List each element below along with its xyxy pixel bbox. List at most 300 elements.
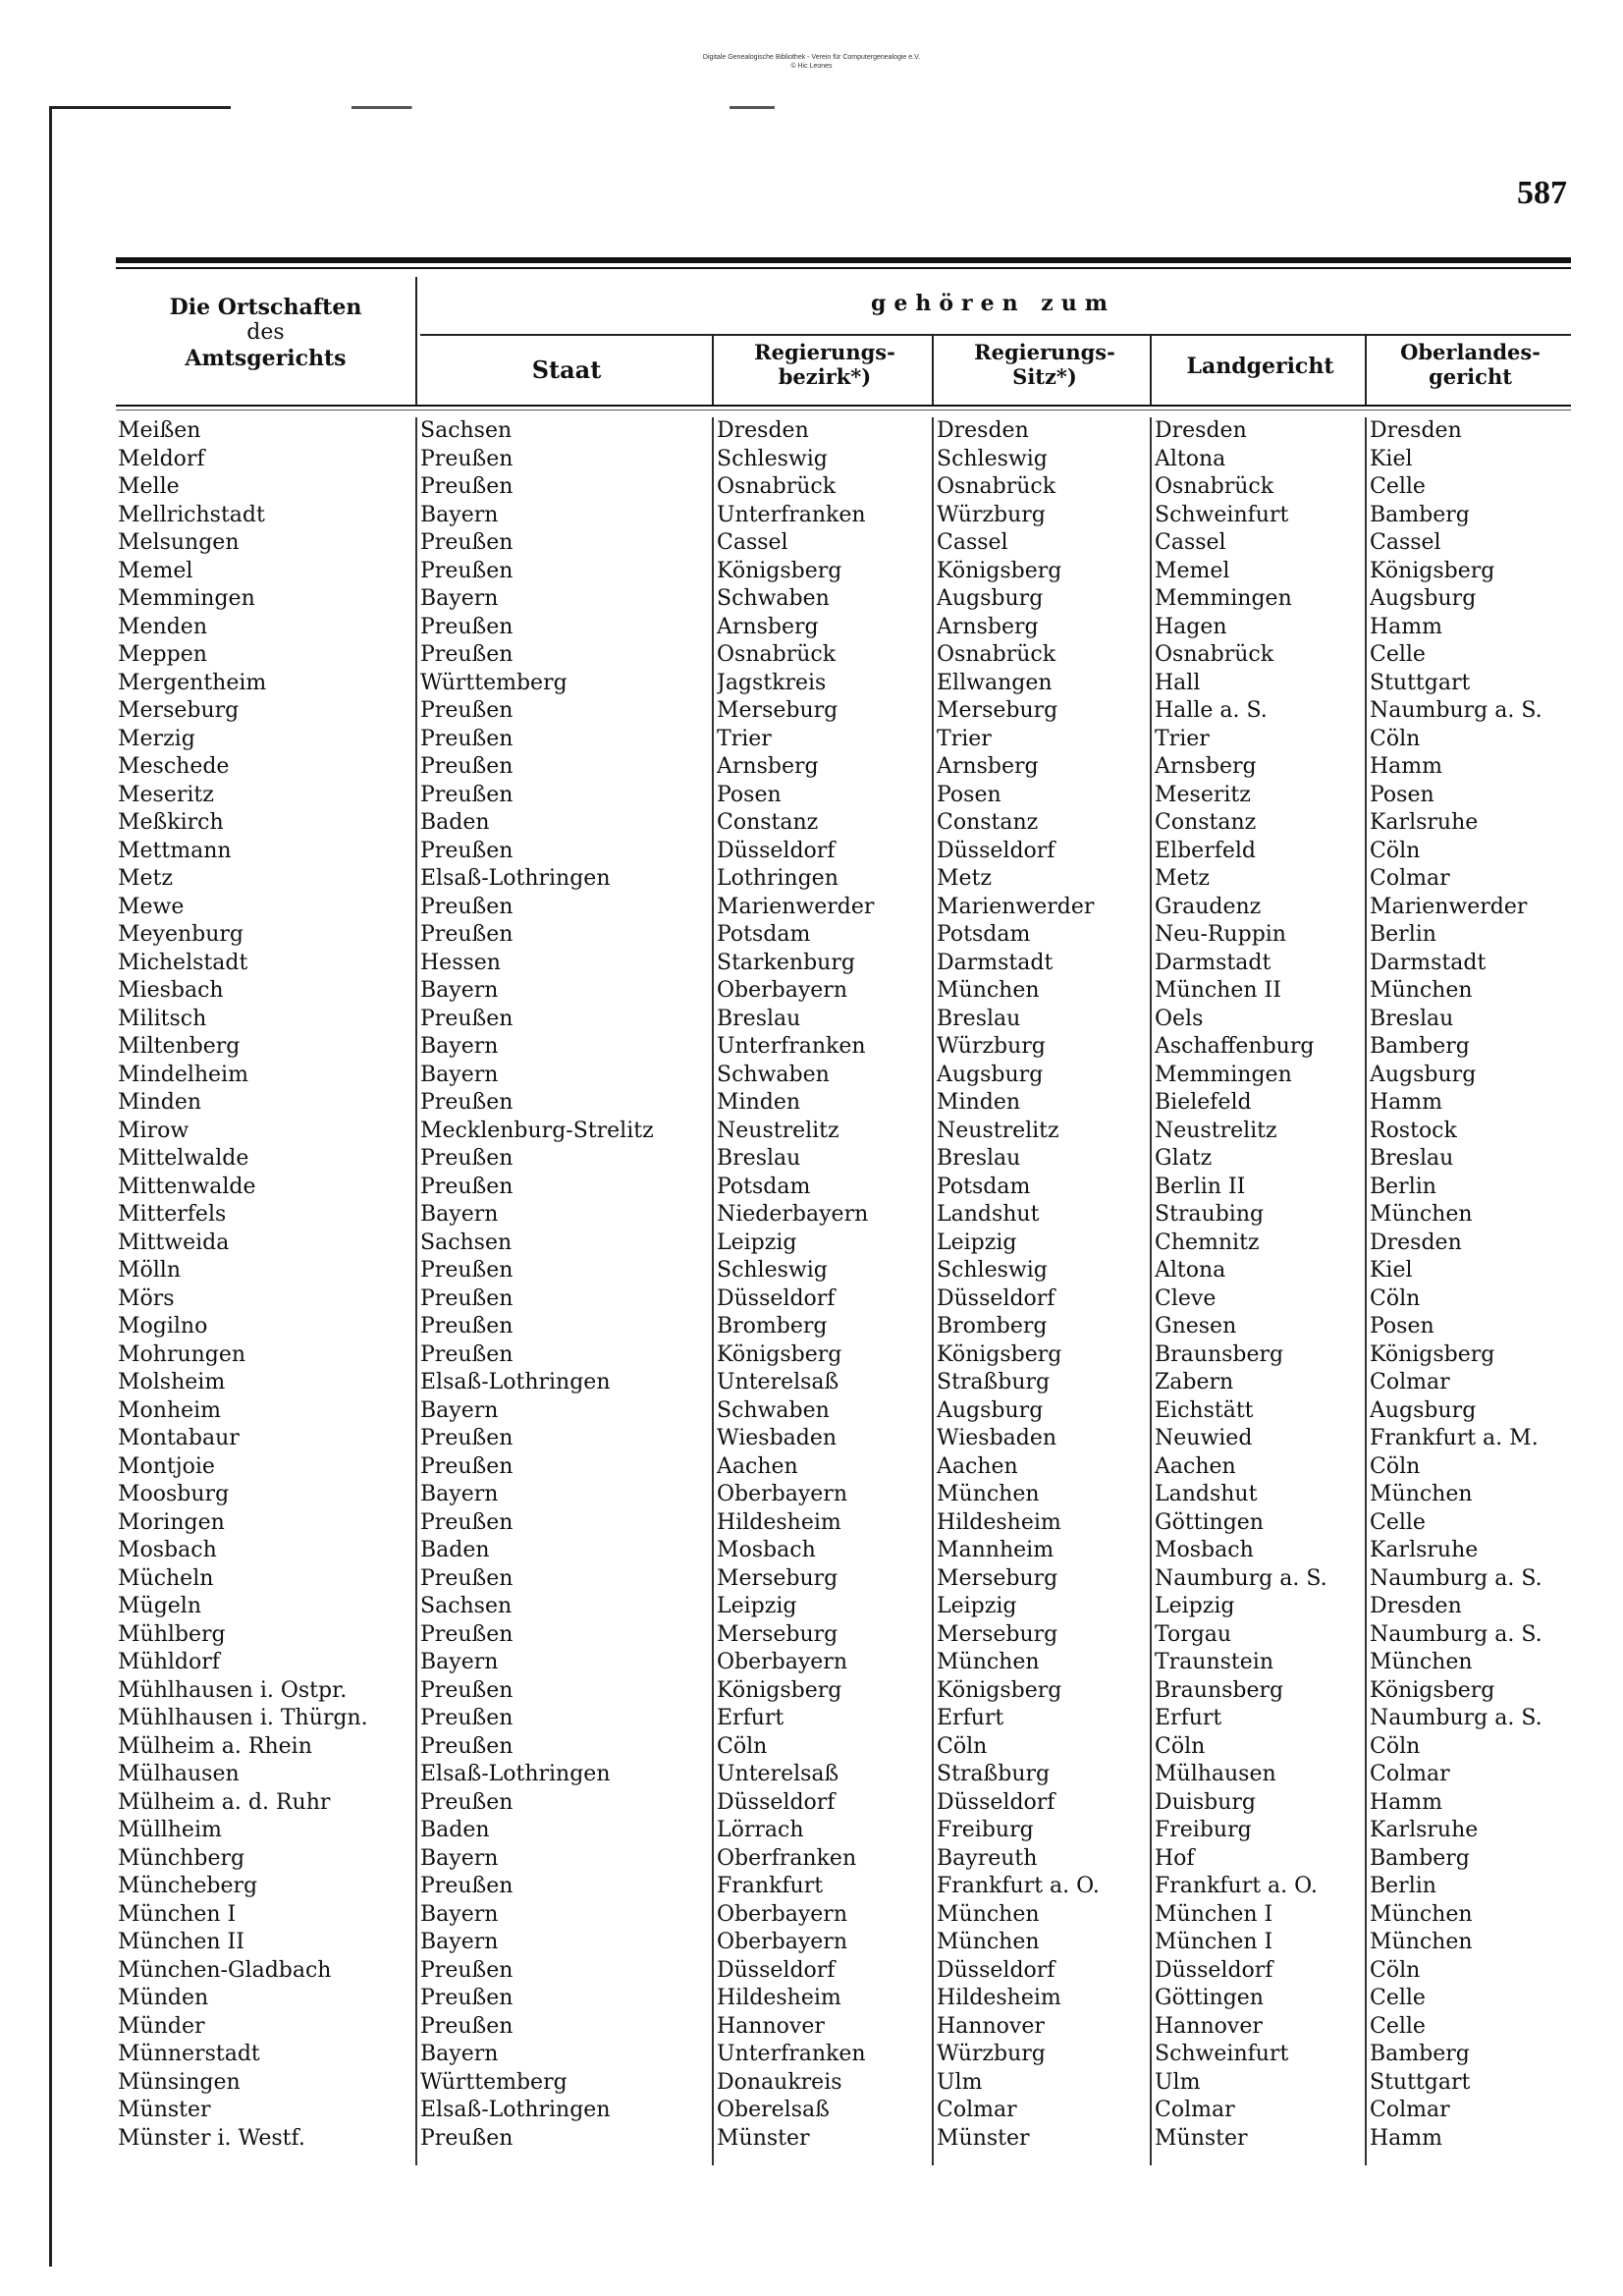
cell-staat: Elsaß-Lothringen (420, 866, 611, 891)
cell-oberlandesgericht: Cöln (1370, 1285, 1421, 1311)
table-row (116, 2013, 1571, 2042)
cell-regierungsbezirk: Oberbayern (717, 1930, 847, 1954)
table-row (116, 1593, 1571, 1621)
cell-regierungssitz: Merseburg (937, 1565, 1058, 1591)
cell-ortschaft: Meseritz (118, 782, 214, 807)
cell-landgericht: Ulm (1155, 2069, 1201, 2095)
cell-regierungssitz: Frankfurt a. O. (937, 1874, 1100, 1898)
cell-ortschaft: Meyenburg (118, 922, 244, 947)
cell-oberlandesgericht: Naumburg a. S. (1370, 698, 1542, 723)
cell-regierungsbezirk: Düsseldorf (717, 1285, 836, 1311)
cell-oberlandesgericht: Bamberg (1370, 2042, 1470, 2066)
cell-regierungssitz: Königsberg (937, 558, 1062, 583)
cell-landgericht: Berlin II (1155, 1174, 1246, 1199)
cell-regierungssitz: Minden (937, 1090, 1021, 1115)
cell-regierungssitz: Augsburg (937, 1397, 1044, 1423)
cell-staat: Preußen (420, 1957, 514, 1983)
cell-landgericht: Schweinfurt (1155, 2042, 1289, 2066)
header-bottom-rule (116, 405, 1571, 407)
cell-oberlandesgericht: Cöln (1370, 1957, 1421, 1983)
cell-oberlandesgericht: München (1370, 1650, 1473, 1674)
cell-regierungsbezirk: Starkenburg (717, 950, 855, 975)
cell-oberlandesgericht: Naumburg a. S. (1370, 1621, 1542, 1647)
cell-ortschaft: Mühlhausen i. Ostpr. (118, 1677, 348, 1703)
table-row (116, 2041, 1571, 2069)
cell-regierungssitz: Schleswig (937, 1258, 1048, 1283)
table-row (116, 1369, 1571, 1397)
cell-regierungssitz: Königsberg (937, 1677, 1062, 1703)
cell-staat: Elsaß-Lothringen (420, 1370, 611, 1394)
cell-ortschaft: Mettmann (118, 838, 232, 863)
cell-landgericht: Altona (1155, 1258, 1226, 1283)
cell-regierungssitz: München (937, 1901, 1040, 1927)
header-top-rule-thin (116, 267, 1571, 269)
cell-staat: Preußen (420, 894, 514, 919)
header-divider-5 (1365, 334, 1367, 405)
cell-regierungssitz: Arnsberg (937, 614, 1039, 639)
cell-oberlandesgericht: Dresden (1370, 1594, 1462, 1618)
cell-landgericht: Naumburg a. S. (1155, 1565, 1327, 1591)
cell-oberlandesgericht: Hamm (1370, 2125, 1443, 2151)
cell-regierungsbezirk: Potsdam (717, 922, 811, 947)
cell-ortschaft: Mirow (118, 1118, 189, 1143)
cell-ortschaft: Moosburg (118, 1482, 230, 1506)
cell-landgericht: Göttingen (1155, 1986, 1264, 2010)
table-row (116, 1789, 1571, 1818)
cell-oberlandesgericht: Karlsruhe (1370, 810, 1479, 835)
cell-staat: Preußen (420, 1314, 514, 1339)
cell-regierungssitz: Würzburg (937, 2042, 1046, 2066)
header-oberlandesgericht-line2: gericht (1429, 364, 1512, 389)
cell-ortschaft: Moringen (118, 1509, 225, 1535)
cell-regierungsbezirk: Neustrelitz (717, 1118, 839, 1143)
cell-regierungsbezirk: Schwaben (717, 1397, 830, 1423)
cell-ortschaft: Münchberg (118, 1845, 245, 1871)
cell-regierungssitz: Leipzig (937, 1230, 1017, 1255)
cell-regierungssitz: Augsburg (937, 1062, 1044, 1087)
cell-staat: Bayern (420, 1845, 499, 1871)
table-row (116, 1845, 1571, 1874)
cell-ortschaft: München-Gladbach (118, 1957, 332, 1983)
header-group-title: gehören zum (870, 291, 1116, 316)
cell-staat: Bayern (420, 586, 499, 611)
cell-ortschaft: Müllheim (118, 1818, 222, 1842)
cell-regierungsbezirk: Schwaben (717, 1062, 830, 1087)
cell-landgericht: Neuwied (1155, 1426, 1253, 1450)
cell-regierungssitz: München (937, 1930, 1040, 1954)
cell-oberlandesgericht: Darmstadt (1370, 950, 1487, 975)
table-row (116, 1230, 1571, 1258)
cell-regierungsbezirk: Schleswig (717, 446, 828, 471)
cell-landgericht: Erfurt (1155, 1706, 1222, 1730)
cell-ortschaft: Mosbach (118, 1538, 217, 1562)
cell-regierungsbezirk: Münster (717, 2125, 810, 2151)
cell-ortschaft: Mittelwalde (118, 1146, 249, 1171)
cell-oberlandesgericht: München (1370, 1930, 1473, 1954)
cell-regierungssitz: Augsburg (937, 586, 1044, 611)
table-row (116, 1425, 1571, 1453)
table-row (116, 921, 1571, 950)
cell-landgericht: Duisburg (1155, 1789, 1256, 1815)
cell-landgericht: Landshut (1155, 1482, 1258, 1506)
cell-ortschaft: Meißen (118, 418, 201, 443)
table-header (116, 277, 1571, 405)
cell-ortschaft: Münnerstadt (118, 2042, 260, 2066)
cell-landgericht: Constanz (1155, 810, 1257, 835)
table-row (116, 782, 1571, 810)
cell-ortschaft: Mühlhausen i. Thürgn. (118, 1706, 368, 1730)
cell-staat: Preußen (420, 1341, 514, 1367)
cell-oberlandesgericht: Cassel (1370, 530, 1441, 555)
cell-staat: Preußen (420, 1874, 514, 1898)
cell-landgericht: Zabern (1155, 1370, 1234, 1394)
table-row (116, 1118, 1571, 1146)
cell-regierungssitz: Würzburg (937, 502, 1046, 527)
cell-ortschaft: Mohrungen (118, 1341, 246, 1367)
table-row (116, 1649, 1571, 1677)
cell-landgericht: Metz (1155, 866, 1210, 891)
cell-ortschaft: Meppen (118, 642, 207, 667)
table-row (116, 1817, 1571, 1845)
cell-staat: Baden (420, 1818, 490, 1842)
header-divider-4 (1150, 334, 1152, 405)
cell-regierungssitz: Landshut (937, 1202, 1040, 1227)
cell-ortschaft: Molsheim (118, 1370, 226, 1394)
cell-regierungsbezirk: Constanz (717, 810, 819, 835)
table-row (116, 1145, 1571, 1174)
cell-regierungssitz: Neustrelitz (937, 1118, 1059, 1143)
cell-ortschaft: Münster i. Westf. (118, 2125, 305, 2151)
cell-ortschaft: Mügeln (118, 1594, 202, 1618)
table-row (116, 417, 1571, 446)
header-top-rule (116, 257, 1571, 263)
cell-regierungsbezirk: Posen (717, 782, 782, 807)
cell-staat: Preußen (420, 1258, 514, 1283)
cell-regierungsbezirk: Donaukreis (717, 2069, 842, 2095)
cell-regierungsbezirk: Jagstkreis (717, 670, 827, 695)
table-row (116, 1006, 1571, 1034)
table-row (116, 1677, 1571, 1706)
cell-regierungssitz: Arnsberg (937, 754, 1039, 779)
cell-staat: Preußen (420, 1565, 514, 1591)
cell-staat: Baden (420, 1538, 490, 1562)
cell-staat: Preußen (420, 1453, 514, 1479)
cell-staat: Elsaß-Lothringen (420, 1762, 611, 1786)
cell-landgericht: Memmingen (1155, 1062, 1292, 1087)
cell-ortschaft: Michelstadt (118, 950, 248, 975)
cell-staat: Preußen (420, 726, 514, 751)
cell-oberlandesgericht: Colmar (1370, 2098, 1450, 2122)
cell-regierungsbezirk: Unterelsaß (717, 1762, 839, 1786)
header-group-rule (420, 334, 1571, 336)
cell-staat: Preußen (420, 1706, 514, 1730)
table-row (116, 558, 1571, 586)
cell-regierungsbezirk: Breslau (717, 1146, 801, 1171)
cell-regierungssitz: Hannover (937, 2013, 1045, 2039)
cell-regierungssitz: Bayreuth (937, 1845, 1038, 1871)
cell-staat: Preußen (420, 1285, 514, 1311)
cell-staat: Preußen (420, 1677, 514, 1703)
cell-oberlandesgericht: Colmar (1370, 1370, 1450, 1394)
cell-landgericht: Hagen (1155, 614, 1227, 639)
table-row (116, 1453, 1571, 1482)
cell-regierungsbezirk: Königsberg (717, 558, 842, 583)
cell-regierungssitz: Cassel (937, 530, 1008, 555)
cell-oberlandesgericht: Hamm (1370, 1789, 1443, 1815)
cell-oberlandesgericht: Dresden (1370, 1230, 1462, 1255)
cell-landgericht: Frankfurt a. O. (1155, 1874, 1318, 1898)
cell-oberlandesgericht: München (1370, 1202, 1473, 1227)
cell-staat: Preußen (420, 1986, 514, 2010)
cell-regierungssitz: Düsseldorf (937, 1789, 1055, 1815)
cell-regierungsbezirk: Dresden (717, 418, 809, 443)
header-regierungssitz-line2: Sitz*) (1012, 364, 1077, 389)
cell-staat: Sachsen (420, 1594, 513, 1618)
cell-landgericht: Arnsberg (1155, 754, 1257, 779)
cell-oberlandesgericht: Berlin (1370, 922, 1436, 947)
table-row (116, 1174, 1571, 1202)
cell-ortschaft: Menden (118, 614, 207, 639)
cell-staat: Bayern (420, 1901, 499, 1927)
cell-staat: Preußen (420, 838, 514, 863)
table-body (116, 417, 1571, 2153)
cell-landgericht: Trier (1155, 726, 1210, 751)
cell-oberlandesgericht: Naumburg a. S. (1370, 1706, 1542, 1730)
cell-ortschaft: Meßkirch (118, 810, 224, 835)
header-regierungsbezirk (717, 340, 933, 389)
cell-landgericht: Gnesen (1155, 1314, 1237, 1339)
cell-regierungsbezirk: Arnsberg (717, 754, 819, 779)
cell-regierungsbezirk: Cöln (717, 1733, 768, 1759)
cell-regierungsbezirk: Cassel (717, 530, 788, 555)
cell-oberlandesgericht: Posen (1370, 1314, 1434, 1339)
cell-regierungsbezirk: Schwaben (717, 586, 830, 611)
cell-regierungsbezirk: Wiesbaden (717, 1426, 838, 1450)
cell-ortschaft: Melsungen (118, 530, 240, 555)
table-row (116, 614, 1571, 642)
cell-staat: Preußen (420, 1426, 514, 1450)
cell-landgericht: Altona (1155, 446, 1226, 471)
cell-ortschaft: Miesbach (118, 978, 224, 1003)
cell-regierungsbezirk: Hannover (717, 2013, 825, 2039)
table-row (116, 865, 1571, 894)
cell-landgericht: Schweinfurt (1155, 502, 1289, 527)
cell-oberlandesgericht: Frankfurt a. M. (1370, 1426, 1539, 1450)
cell-ortschaft: Mörs (118, 1285, 175, 1311)
cell-oberlandesgericht: Cöln (1370, 1733, 1421, 1759)
header-regierungsbezirk-line2: bezirk*) (778, 364, 872, 389)
cell-staat: Preußen (420, 1621, 514, 1647)
header-oberlandesgericht (1370, 340, 1571, 389)
cell-regierungsbezirk: Königsberg (717, 1341, 842, 1367)
cell-regierungsbezirk: Bromberg (717, 1314, 828, 1339)
cell-oberlandesgericht: Stuttgart (1370, 2069, 1471, 2095)
table-row (116, 726, 1571, 754)
cell-regierungsbezirk: Merseburg (717, 698, 839, 723)
cell-landgericht: Aschaffenburg (1155, 1034, 1315, 1059)
table-row (116, 1537, 1571, 1565)
header-regierungssitz-line1: Regierungs- (974, 340, 1115, 364)
cell-regierungsbezirk: Hildesheim (717, 1986, 841, 2010)
table-row (116, 753, 1571, 782)
table-row (116, 1062, 1571, 1090)
cell-oberlandesgericht: Celle (1370, 1509, 1426, 1535)
cell-landgericht: Straubing (1155, 1202, 1265, 1227)
cell-regierungssitz: Mannheim (937, 1538, 1055, 1562)
cell-regierungsbezirk: Potsdam (717, 1174, 811, 1199)
cell-staat: Preußen (420, 922, 514, 947)
cell-regierungssitz: Straßburg (937, 1370, 1051, 1394)
cell-ortschaft: München I (118, 1901, 237, 1927)
cell-regierungsbezirk: Oberfranken (717, 1845, 857, 1871)
cell-landgericht: München II (1155, 978, 1281, 1003)
header-regierungssitz (937, 340, 1153, 389)
cell-ortschaft: Mücheln (118, 1565, 214, 1591)
cell-regierungsbezirk: Merseburg (717, 1565, 839, 1591)
cell-oberlandesgericht: Cöln (1370, 726, 1421, 751)
cell-staat: Hessen (420, 950, 501, 975)
cell-regierungssitz: Breslau (937, 1006, 1021, 1031)
cell-staat: Preußen (420, 474, 514, 499)
cell-regierungssitz: Bromberg (937, 1314, 1048, 1339)
header-staat: Staat (531, 355, 602, 384)
watermark (0, 53, 1623, 71)
cell-regierungsbezirk: Breslau (717, 1006, 801, 1031)
cell-regierungsbezirk: Osnabrück (717, 474, 837, 499)
cell-ortschaft: Merzig (118, 726, 195, 751)
cell-landgericht: Osnabrück (1155, 474, 1274, 499)
cell-landgericht: Braunsberg (1155, 1341, 1284, 1367)
cell-landgericht: Meseritz (1155, 782, 1251, 807)
table-row (116, 1313, 1571, 1341)
cell-landgericht: Neustrelitz (1155, 1118, 1277, 1143)
table-row (116, 2125, 1571, 2154)
table-row (116, 2069, 1571, 2098)
cell-regierungsbezirk: Oberbayern (717, 1650, 847, 1674)
cell-regierungssitz: Schleswig (937, 446, 1048, 471)
cell-landgericht: Hall (1155, 670, 1201, 695)
cell-ortschaft: Montabaur (118, 1426, 240, 1450)
cell-oberlandesgericht: Kiel (1370, 446, 1413, 471)
cell-regierungsbezirk: Minden (717, 1090, 801, 1115)
cell-ortschaft: München II (118, 1930, 244, 1954)
cell-landgericht: Chemnitz (1155, 1230, 1260, 1255)
cell-ortschaft: Münder (118, 2013, 205, 2039)
cell-ortschaft: Mühldorf (118, 1650, 220, 1674)
cell-landgericht: Dresden (1155, 418, 1247, 443)
top-scan-edge (49, 106, 1561, 109)
cell-regierungssitz: München (937, 978, 1040, 1003)
cell-oberlandesgericht: Stuttgart (1370, 670, 1471, 695)
cell-staat: Bayern (420, 978, 499, 1003)
table-row (116, 1509, 1571, 1538)
table-row (116, 1873, 1571, 1901)
cell-staat: Bayern (420, 1202, 499, 1227)
cell-staat: Preußen (420, 782, 514, 807)
cell-regierungssitz: Ulm (937, 2069, 983, 2095)
header-ortschaften (116, 295, 415, 371)
cell-regierungssitz: Hildesheim (937, 1986, 1061, 2010)
cell-regierungsbezirk: Frankfurt (717, 1874, 824, 1898)
cell-ortschaft: Montjoie (118, 1453, 215, 1479)
table-row (116, 1257, 1571, 1285)
cell-staat: Bayern (420, 2042, 499, 2066)
cell-staat: Preußen (420, 558, 514, 583)
cell-regierungssitz: Trier (937, 726, 992, 751)
cell-ortschaft: Mogilno (118, 1314, 208, 1339)
cell-regierungsbezirk: Oberbayern (717, 1482, 847, 1506)
cell-landgericht: Düsseldorf (1155, 1957, 1273, 1983)
table-row (116, 894, 1571, 922)
cell-landgericht: München I (1155, 1901, 1273, 1927)
cell-oberlandesgericht: München (1370, 1901, 1473, 1927)
cell-staat: Baden (420, 810, 490, 835)
cell-oberlandesgericht: Cöln (1370, 838, 1421, 863)
cell-regierungsbezirk: Lothringen (717, 866, 839, 891)
cell-ortschaft: Mellrichstadt (118, 502, 265, 527)
table-row (116, 1705, 1571, 1733)
header-ortschaften-line3: Amtsgerichts (185, 346, 347, 371)
cell-landgericht: Memel (1155, 558, 1230, 583)
cell-landgericht: Darmstadt (1155, 950, 1271, 975)
cell-oberlandesgericht: Augsburg (1370, 1062, 1477, 1087)
cell-landgericht: Osnabrück (1155, 642, 1274, 667)
table-row (116, 585, 1571, 614)
cell-staat: Elsaß-Lothringen (420, 2098, 611, 2122)
cell-staat: Preußen (420, 1789, 514, 1815)
cell-ortschaft: Münsingen (118, 2069, 241, 2095)
header-divider-1 (415, 277, 417, 405)
cell-regierungssitz: Breslau (937, 1146, 1021, 1171)
cell-ortschaft: Münster (118, 2098, 211, 2122)
cell-regierungsbezirk: Leipzig (717, 1230, 797, 1255)
table-row (116, 977, 1571, 1006)
cell-ortschaft: Mergentheim (118, 670, 267, 695)
cell-oberlandesgericht: Hamm (1370, 1090, 1443, 1115)
cell-oberlandesgericht: Königsberg (1370, 558, 1495, 583)
cell-oberlandesgericht: Posen (1370, 782, 1434, 807)
cell-regierungssitz: Osnabrück (937, 474, 1056, 499)
cell-oberlandesgericht: Marienwerder (1370, 894, 1528, 919)
cell-ortschaft: Mittenwalde (118, 1174, 256, 1199)
cell-regierungssitz: Osnabrück (937, 642, 1056, 667)
cell-regierungssitz: Düsseldorf (937, 838, 1055, 863)
cell-oberlandesgericht: Königsberg (1370, 1677, 1495, 1703)
cell-regierungssitz: Würzburg (937, 1034, 1046, 1059)
cell-landgericht: Traunstein (1155, 1650, 1273, 1674)
cell-regierungssitz: Posen (937, 782, 1001, 807)
cell-staat: Preußen (420, 1006, 514, 1031)
cell-staat: Preußen (420, 530, 514, 555)
cell-regierungssitz: Potsdam (937, 1174, 1031, 1199)
cell-ortschaft: Mewe (118, 894, 185, 919)
cell-landgericht: Colmar (1155, 2098, 1235, 2122)
cell-regierungssitz: Königsberg (937, 1341, 1062, 1367)
cell-oberlandesgericht: Breslau (1370, 1006, 1454, 1031)
cell-staat: Preußen (420, 2125, 514, 2151)
cell-regierungsbezirk: Niederbayern (717, 1202, 869, 1227)
cell-regierungsbezirk: Aachen (717, 1453, 798, 1479)
cell-landgericht: Braunsberg (1155, 1677, 1284, 1703)
cell-regierungssitz: München (937, 1482, 1040, 1506)
cell-ortschaft: Meschede (118, 754, 230, 779)
cell-landgericht: Cleve (1155, 1285, 1217, 1311)
cell-oberlandesgericht: Celle (1370, 2013, 1426, 2039)
header-divider-3 (932, 334, 934, 405)
cell-oberlandesgericht: München (1370, 1482, 1473, 1506)
cell-regierungssitz: Merseburg (937, 698, 1058, 723)
cell-landgericht: Torgau (1155, 1621, 1232, 1647)
